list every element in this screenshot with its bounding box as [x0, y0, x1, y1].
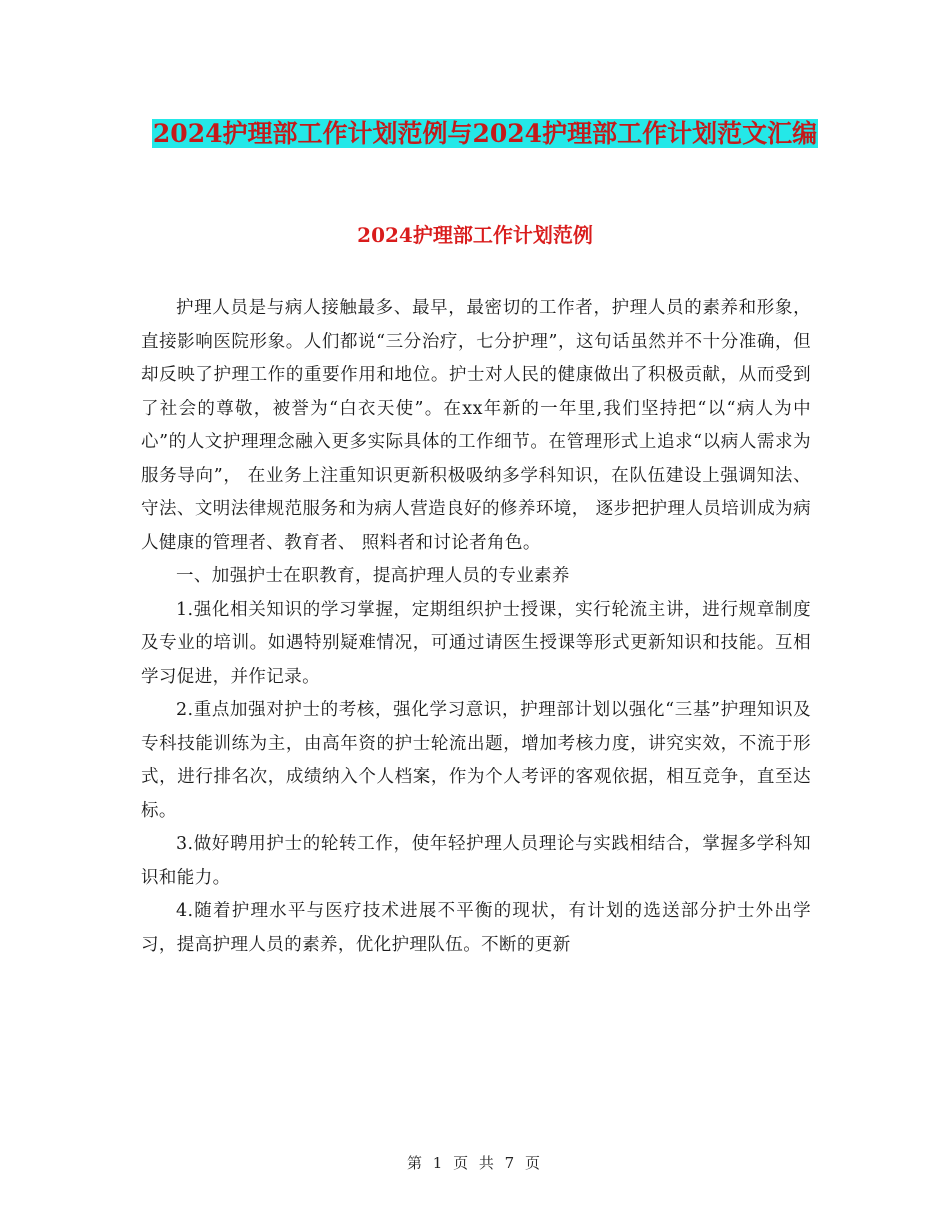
paragraph-item-2: 2.重点加强对护士的考核，强化学习意识，护理部计划以强化“三基”护理知识及专科技能训练为主，由高年资的护士轮流出题，增加考核力度，讲究实效，不流于形式，进行排名次，成绩纳入个人档案，作为个人考评的客观依据，相互竞争，直至达标。 [141, 700, 811, 821]
page-footer: 第 1 页 共 7 页 [407, 1154, 543, 1172]
paragraph-item-4: 4.随着护理水平与医疗技术进展不平衡的现状，有计划的选送部分护士外出学习，提高护理人员的素养，优化护理队伍。不断的更新 [141, 901, 811, 955]
paragraph-intro: 护理人员是与病人接触最多、最早，最密切的工作者，护理人员的素养和形象，直接影响医院形象。人们都说“三分治疗，七分护理”，这句话虽然并不十分准确，但却反映了护理工作的重要作用和地位。护士对人民的健康做出了积极贡献，从而受到了社会的尊敬，被誉为“白衣天使”。在xx年新的一年里,我们坚持把“以“病人为中心”的人文护理理念融入更多实际具体的工作细节。在管理形式上追求“以病人需求为服务导向”， 在业务上注重知识更新积极吸纳多学科知识，在队伍建设上强调知法、守法、文明法律规范服务和为病人营造良好的修养环境， 逐步把护理人员培训成为病人健康的管理者、教育者、 照料者和讨论者角色。 [141, 298, 811, 553]
paragraph-item-3: 3.做好聘用护士的轮转工作，使年轻护理人员理论与实践相结合，掌握多学科知识和能力。 [141, 834, 811, 888]
document-title-text: 2024护理部工作计划范例与2024护理部工作计划范文汇编 [152, 119, 818, 148]
paragraph-heading-1: 一、加强护士在职教育，提高护理人员的专业素养 [176, 566, 570, 586]
section-title: 2024护理部工作计划范例 [357, 223, 593, 247]
paragraph-item-1: 1.强化相关知识的学习掌握，定期组织护士授课，实行轮流主讲，进行规章制度及专业的培训。如遇特别疑难情况，可通过请医生授课等形式更新知识和技能。互相学习促进，并作记录。 [141, 599, 811, 687]
document-body [141, 292, 811, 962]
document-title [150, 112, 820, 156]
